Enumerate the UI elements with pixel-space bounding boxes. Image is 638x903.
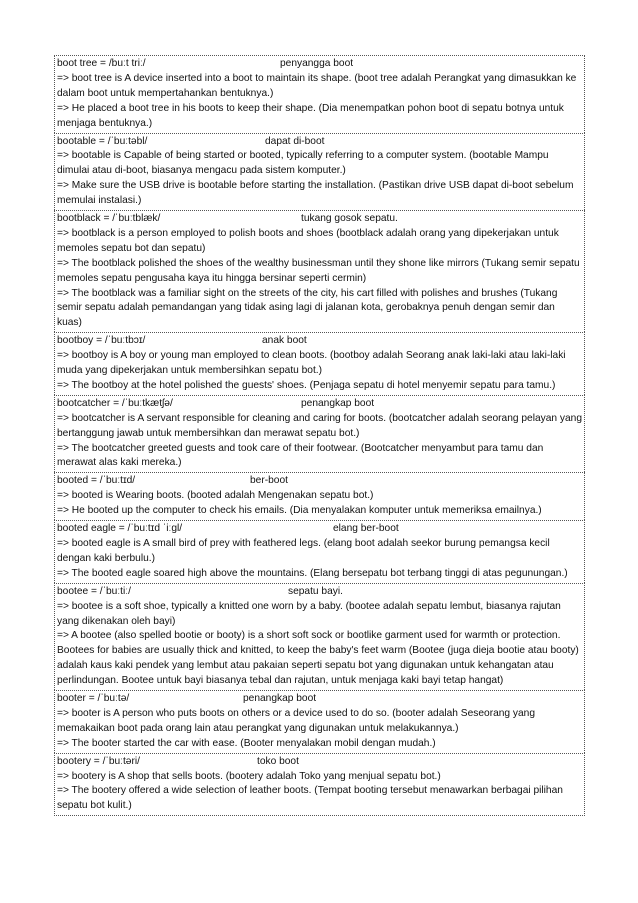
entry-line: => The booter started the car with ease. (Booter menyalakan mobil dengan mudah.) bbox=[57, 737, 436, 749]
entry-term: bootable = /ˈbuːtəbl/ bbox=[57, 135, 148, 147]
entry-line: => He placed a boot tree in his boots to keep their shape. (Dia menempatkan pohon boot di sepatu botnya untuk menjaga bentuknya.) bbox=[57, 102, 564, 129]
entry-term: booted = /ˈbuːtɪd/ bbox=[57, 475, 136, 487]
entry-header bbox=[57, 397, 582, 412]
entry-translation: penyangga boot bbox=[280, 58, 354, 69]
entry-line: => boot tree is A device inserted into a boot to maintain its shape. (boot tree adalah Perangkat yang dimasukkan ke dalam boot untuk mempertahankan bentuknya.) bbox=[57, 72, 577, 99]
entry-header bbox=[57, 334, 582, 349]
entry-line: => The bootery offered a wide selection of leather boots. (Tempat booting tersebut menawarkan berbagai pilihan sepatu bot kulit.) bbox=[57, 785, 563, 812]
entry-term: bootblack = /ˈbuːtblæk/ bbox=[57, 213, 161, 225]
entry-line: => Make sure the USB drive is bootable before starting the installation. (Pastikan drive USB dapat di-boot sebelum memulai instalasi.) bbox=[57, 180, 574, 207]
vocab-entry bbox=[54, 332, 585, 395]
entry-header bbox=[57, 212, 582, 227]
entry-translation: anak boot bbox=[262, 335, 307, 347]
vocab-entry bbox=[54, 472, 585, 520]
entry-term: bootcatcher = /ˈbuːtkætʃə/ bbox=[57, 397, 173, 409]
entry-header bbox=[57, 522, 582, 537]
vocabulary-document bbox=[54, 55, 585, 816]
vocab-entry bbox=[54, 210, 585, 332]
entry-line: => The bootcatcher greeted guests and took care of their footwear. (Bootcatcher menyambut para tamu dan merawat alas kaki mereka.) bbox=[57, 442, 544, 469]
entry-term: boot tree = /buːt triː/ bbox=[57, 58, 146, 69]
entry-term: booted eagle = /ˈbuːtɪd ˈiːɡl/ bbox=[57, 523, 183, 535]
entry-term: booter = /ˈbuːtə/ bbox=[57, 693, 130, 705]
entry-translation: ber-boot bbox=[250, 475, 288, 487]
vocab-entry bbox=[54, 55, 585, 133]
entry-header bbox=[57, 755, 582, 770]
entry-term: bootee = /ˈbuːtiː/ bbox=[57, 585, 131, 597]
entry-line: => bootable is Capable of being started or booted, typically referring to a computer system. (bootable Mampu dimulai atau di-boot, biasanya mengacu pada sistem komputer.) bbox=[57, 150, 549, 177]
vocab-entry bbox=[54, 133, 585, 211]
vocab-entry bbox=[54, 690, 585, 753]
entry-line: => The booted eagle soared high above the mountains. (Elang bersepatu bot terbang tinggi di atas pegunungan.) bbox=[57, 567, 568, 579]
vocab-entry bbox=[54, 395, 585, 473]
entry-translation: dapat di-boot bbox=[265, 135, 325, 147]
entry-header bbox=[57, 692, 582, 707]
entry-term: bootboy = /ˈbuːtbɔɪ/ bbox=[57, 335, 146, 347]
entry-line: => booter is A person who puts boots on others or a device used to do so. (booter adalah Seseorang yang memakaikan boot pada orang lain atau perangkat yang digunakan untuk melakukannya.) bbox=[57, 707, 536, 734]
entry-header bbox=[57, 474, 582, 489]
entry-header bbox=[57, 57, 582, 72]
entry-header bbox=[57, 135, 582, 150]
entry-header bbox=[57, 585, 582, 600]
vocab-entry bbox=[54, 583, 585, 690]
entry-line: => bootblack is a person employed to polish boots and shoes (bootblack adalah orang yang dipekerjakan untuk memoles sepatu bot dan sepatu) bbox=[57, 227, 559, 254]
entry-line: => booted eagle is A small bird of prey with feathered legs. (elang boot adalah seekor burung pemangsa kecil dengan kaki berbulu.) bbox=[57, 537, 550, 564]
entry-line: => The bootboy at the hotel polished the guests' shoes. (Penjaga sepatu di hotel menyemir sepatu para tamu.) bbox=[57, 379, 556, 391]
entry-translation: sepatu bayi. bbox=[288, 585, 343, 597]
entry-line: => bootboy is A boy or young man employed to clean boots. (bootboy adalah Seorang anak laki-laki atau laki-laki muda yang dipekerjakan untuk membersihkan sepatu bot.) bbox=[57, 350, 566, 377]
entry-translation: elang ber-boot bbox=[333, 523, 399, 535]
entry-line: => The bootblack was a familiar sight on the streets of the city, his cart filled with polishes and brushes (Tukang semir sepatu adalah pemandangan yang tidak asing lagi di jalanan kota, gerobaknya penuh dengan semir dan kuas) bbox=[57, 287, 558, 329]
entry-line: => bootcatcher is A servant responsible for cleaning and caring for boots. (bootcatcher adalah seorang pelayan yang bertanggung jawab untuk membersihkan dan merawat sepatu bot.) bbox=[57, 412, 582, 439]
entry-line: => The bootblack polished the shoes of the wealthy businessman until they shone like mirrors (Tukang semir sepatu memoles sepatu pengusaha kaya itu hingga bersinar seperti cermin) bbox=[57, 257, 580, 284]
entry-line: => He booted up the computer to check his emails. (Dia menyalakan komputer untuk memeriksa emailnya.) bbox=[57, 505, 542, 517]
vocab-entry bbox=[54, 520, 585, 583]
entry-translation: penangkap boot bbox=[301, 397, 375, 409]
entry-translation: penangkap boot bbox=[243, 693, 317, 705]
entry-term: bootery = /ˈbuːtəri/ bbox=[57, 755, 140, 767]
entry-line: => A bootee (also spelled bootie or booty) is a short soft sock or bootlike garment used for warmth or protection. Bootees for babies are usually thick and knitted, to keep the baby's feet warm (Bootee (juga dieja bootie atau booty) adalah kaus kaki pendek yang lembut atau pakaian seperti sepatu bot yang digunakan untuk kehangatan atau perlindungan. Bootee untuk bayi biasanya tebal dan rajutan, untuk menjaga kaki bayi tetap hangat) bbox=[57, 630, 579, 687]
entry-line: => bootery is A shop that sells boots. (bootery adalah Toko yang menjual sepatu bot.) bbox=[57, 770, 441, 782]
entry-line: => bootee is a soft shoe, typically a knitted one worn by a baby. (bootee adalah sepatu lembut, biasanya rajutan yang dikenakan oleh bayi) bbox=[57, 600, 561, 627]
entry-translation: tukang gosok sepatu. bbox=[301, 213, 398, 225]
entry-line: => booted is Wearing boots. (booted adalah Mengenakan sepatu bot.) bbox=[57, 490, 374, 502]
entry-translation: toko boot bbox=[257, 755, 299, 767]
vocab-entry bbox=[54, 753, 585, 817]
